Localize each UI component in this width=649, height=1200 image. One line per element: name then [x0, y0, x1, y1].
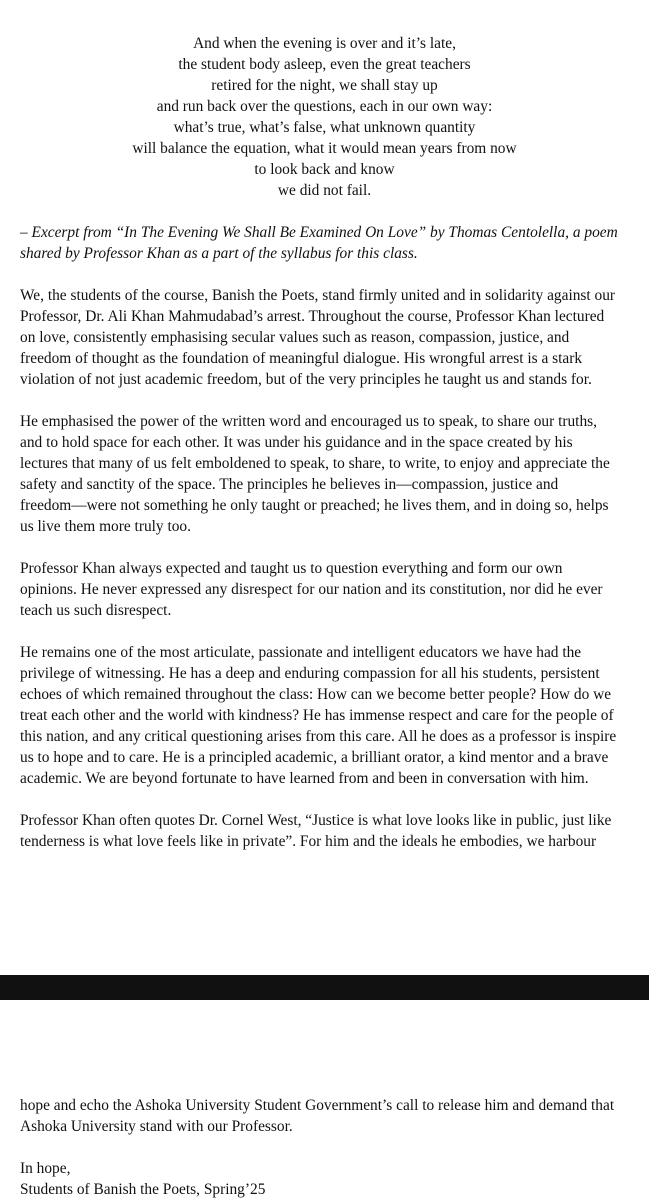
paragraph-line: He emphasised the power of the written word and encouraged us to speak, to share our truths, [20, 413, 597, 430]
paragraph-line: echoes of which remained throughout the class: How can we become better people? How do we [20, 686, 612, 703]
paragraph-line: tenderness is what love feels like in private”. For him and the ideals he embodies, we harbour [20, 833, 597, 850]
paragraph-continuation [20, 1095, 640, 1137]
page-break-divider [0, 975, 649, 1000]
signoff [20, 1158, 640, 1200]
caption-line: – Excerpt from “In The Evening We Shall Be Examined On Love” by Thomas Centolella, a poem [20, 224, 618, 241]
paragraph-line: on love, consistently emphasising secular values such as reason, compassion, justice, and [20, 329, 570, 346]
paragraph-question-everything [20, 558, 640, 621]
paragraph-line: and to hold space for each other. It was under his guidance and in the space created by his [20, 434, 573, 451]
poem-line: And when the evening is over and it’s late, [193, 35, 456, 52]
paragraph-written-word [20, 411, 640, 537]
paragraph-cornel-west-quote [20, 810, 640, 852]
paragraph-line: us live them more truly too. [20, 518, 191, 535]
paragraph-line: We, the students of the course, Banish the Poets, stand firmly united and in solidarity against our [20, 287, 616, 304]
paragraph-line: He remains one of the most articulate, passionate and intelligent educators we have had the [20, 644, 582, 661]
paragraph-line: academic. We are beyond fortunate to have learned from and been in conversation with him. [20, 770, 589, 787]
poem-line: to look back and know [254, 161, 395, 178]
paragraph-solidarity [20, 285, 640, 390]
poem-line: we did not fail. [277, 182, 372, 199]
paragraph-educator [20, 642, 640, 789]
paragraph-line: Professor Khan often quotes Dr. Cornel West, “Justice is what love looks like in public, just like [20, 812, 612, 829]
paragraph-line: opinions. He never expressed any disrespect for our nation and its constitution, nor did he ever [20, 581, 603, 598]
poem-attribution-caption [20, 222, 640, 264]
paragraph-line: safety and sanctity of the space. The principles he believes in—compassion, justice and [20, 476, 559, 493]
paragraph-line: privilege of witnessing. He has a deep and enduring compassion for all his students, persistent [20, 665, 600, 682]
signoff-signature: Students of Banish the Poets, Spring’25 [20, 1181, 266, 1198]
paragraph-line: Professor Khan always expected and taught us to question everything and form our own [20, 560, 563, 577]
signoff-line: In hope, [20, 1160, 71, 1177]
paragraph-line: this nation, and any critical questioning arises from this care. All he does as a professor is inspire [20, 728, 617, 745]
paragraph-line: treat each other and the world with kindness? He has immense respect and care for the people of [20, 707, 614, 724]
paragraph-line: freedom—were not something he only taught or preached; he lives them, and in doing so, helps [20, 497, 609, 514]
paragraph-line: Professor, Dr. Ali Khan Mahmudabad’s arrest. Throughout the course, Professor Khan lectured [20, 308, 605, 325]
paragraph-line: us to hope and to care. He is a principled academic, a brilliant orator, a kind mentor and a brave [20, 749, 609, 766]
paragraph-line: lectures that many of us felt emboldened to speak, to share, to write, to enjoy and appreciate the [20, 455, 610, 472]
poem-line: will balance the equation, what it would mean years from now [132, 140, 517, 157]
caption-line: shared by Professor Khan as a part of the syllabus for this class. [20, 245, 418, 262]
poem-line: the student body asleep, even the great teachers [178, 56, 471, 73]
paragraph-line: teach us such disrespect. [20, 602, 172, 619]
poem-excerpt [0, 33, 649, 201]
poem-line: retired for the night, we shall stay up [211, 77, 438, 94]
paragraph-line: freedom of thought as the foundation of meaningful dialogue. His wrongful arrest is a stark [20, 350, 583, 367]
paragraph-line: hope and echo the Ashoka University Student Government’s call to release him and demand that [20, 1097, 615, 1114]
paragraph-line: Ashoka University stand with our Professor. [20, 1118, 293, 1135]
poem-line: what’s true, what’s false, what unknown quantity [173, 119, 476, 136]
document-page-2 [0, 1000, 649, 1200]
poem-line: and run back over the questions, each in our own way: [156, 98, 493, 115]
paragraph-line: violation of not just academic freedom, but of the very principles he taught us and stands for. [20, 371, 592, 388]
